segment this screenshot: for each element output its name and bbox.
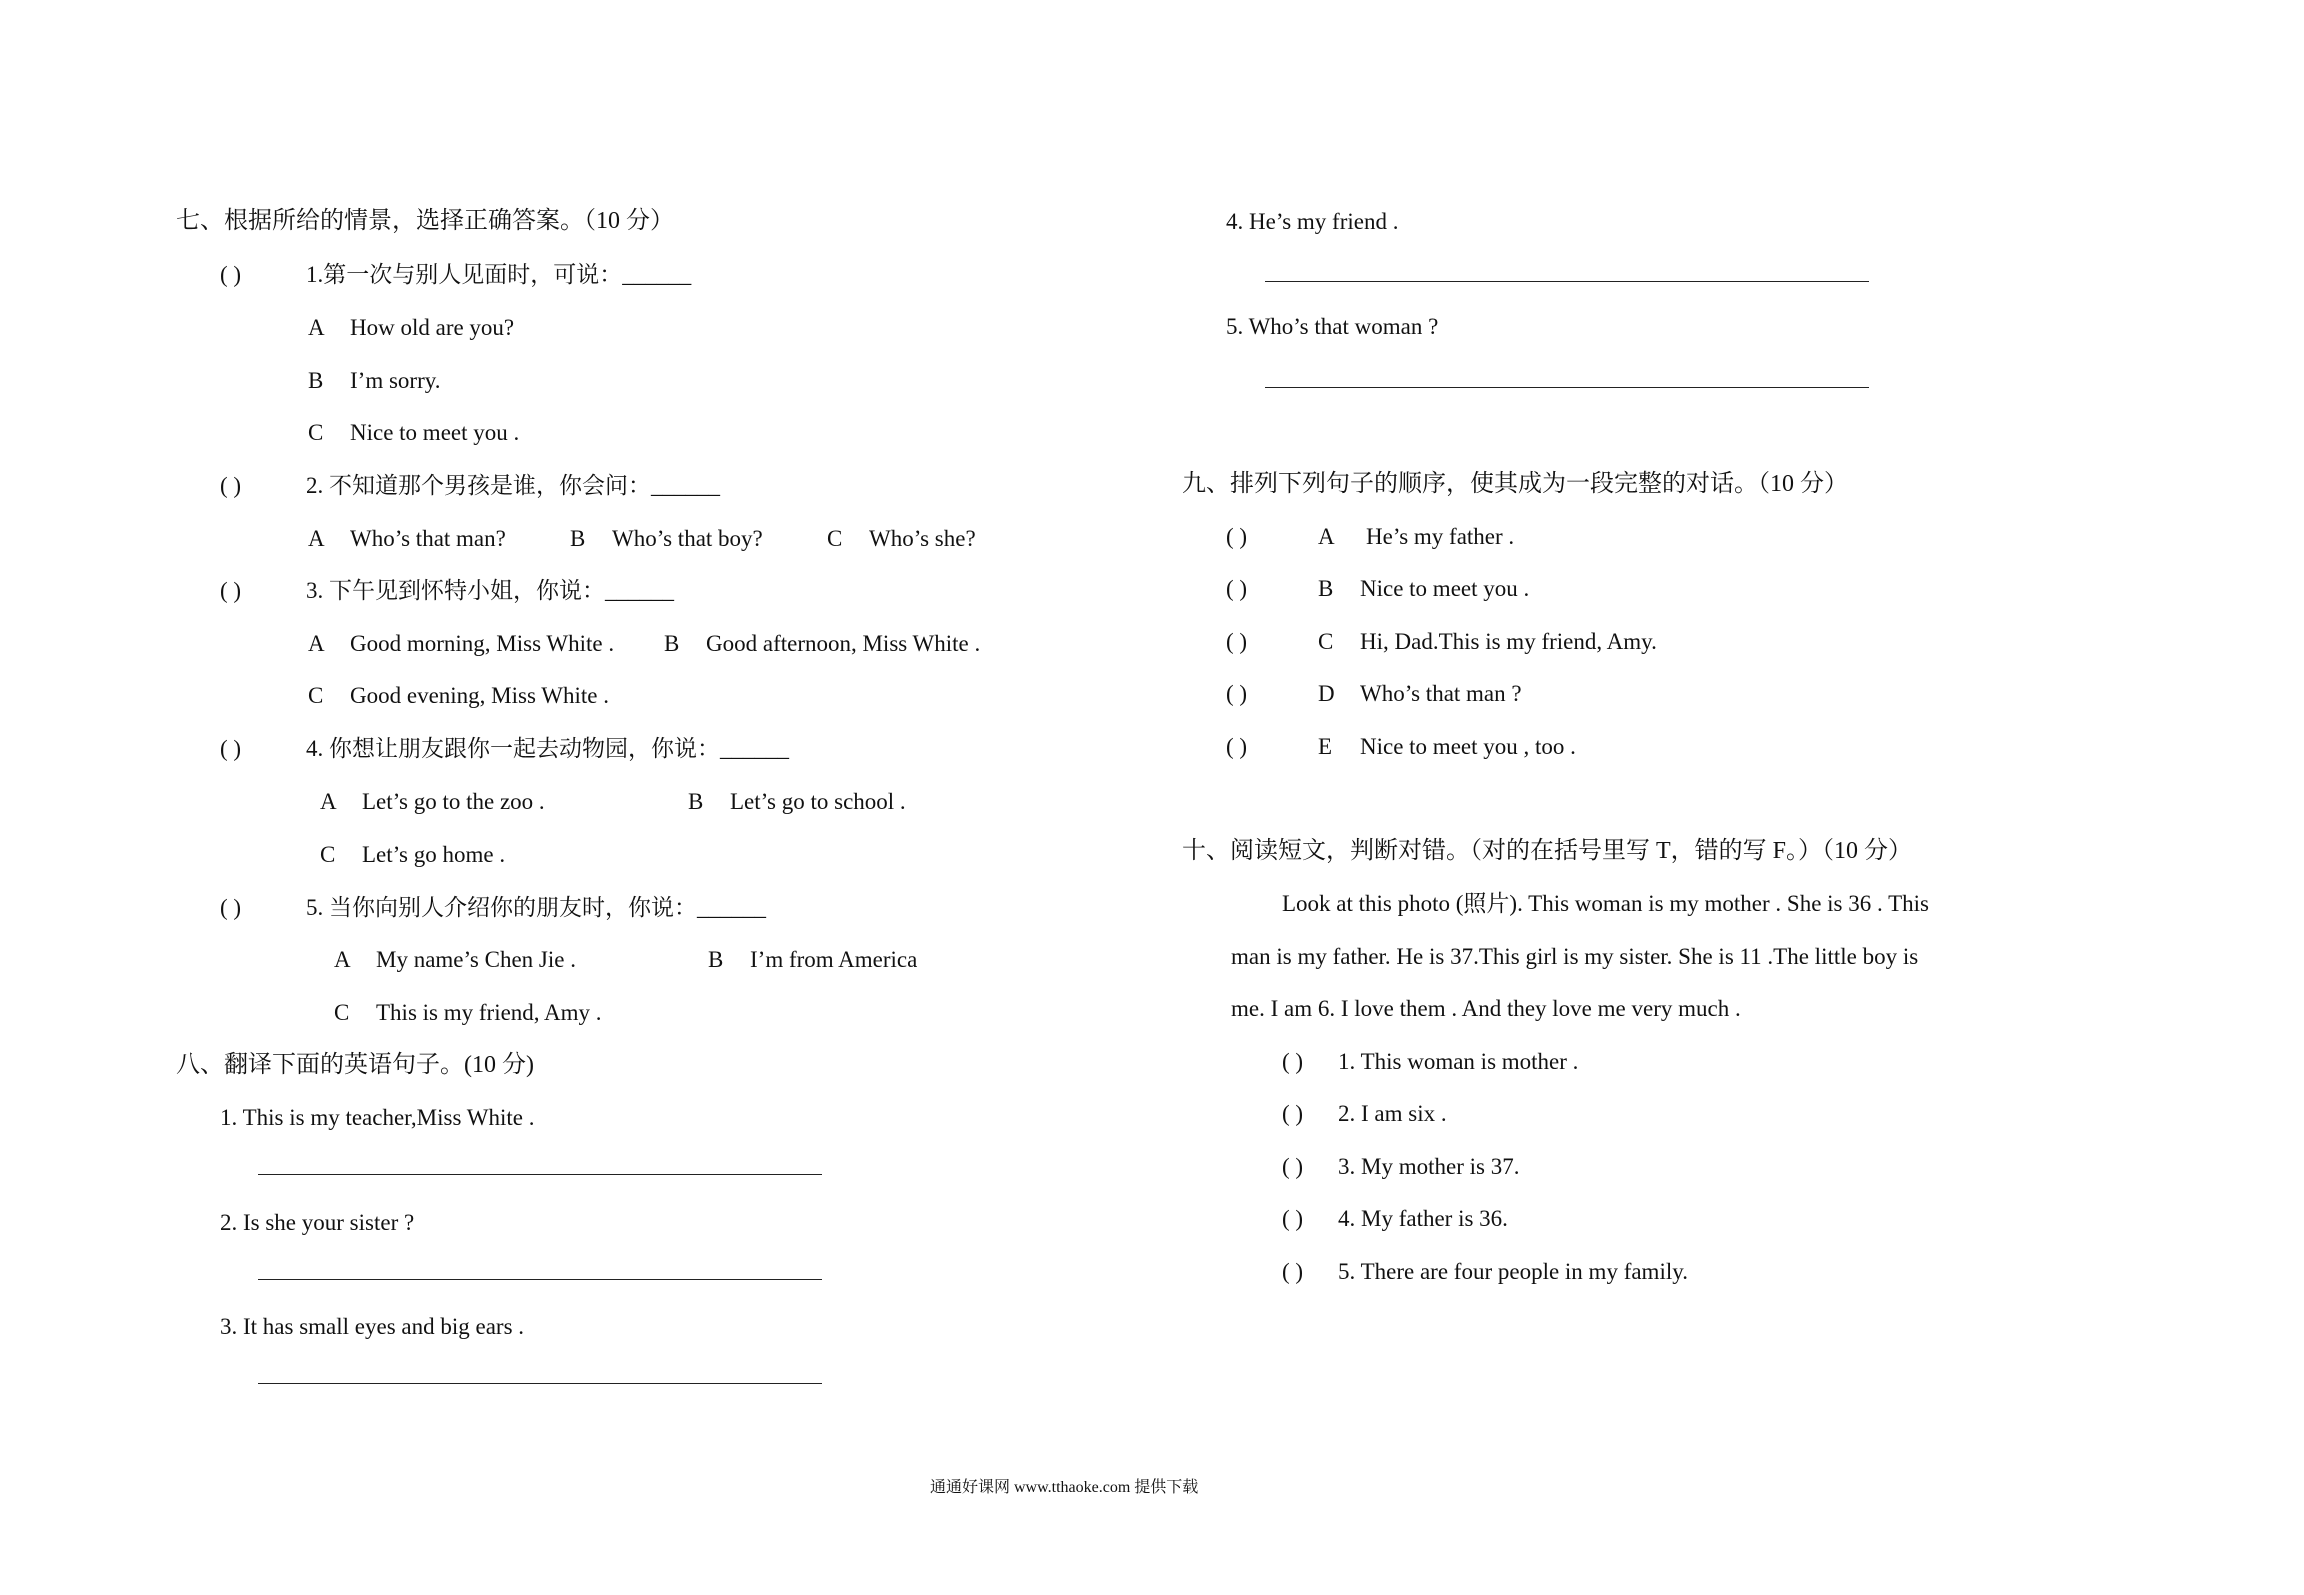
option-letter: C [308, 683, 324, 708]
q1-option-b [308, 366, 440, 396]
q4-option-c [320, 840, 505, 870]
answer-bracket[interactable]: ( ) [1226, 524, 1248, 549]
section-8-heading: 八、翻译下面的英语句子。(10 分) [176, 1052, 534, 1078]
q5-option-a [334, 945, 576, 975]
question-3 [220, 576, 674, 606]
answer-bracket[interactable]: ( ) [1282, 1206, 1304, 1231]
option-text: Hi, Dad.This is my friend, Amy. [1360, 629, 1657, 654]
option-letter: A [308, 631, 325, 656]
option-letter: B [308, 368, 324, 393]
option-letter: A [334, 947, 351, 972]
order-item-c [1226, 627, 1657, 657]
answer-line-2[interactable] [258, 1279, 822, 1280]
translate-item-3: 3. It has small eyes and big ears . [220, 1314, 525, 1339]
item-text: 1. This woman is mother . [1338, 1049, 1579, 1074]
option-text: Who’s she? [869, 526, 976, 551]
option-text: I’m from America [750, 947, 918, 972]
judge-item-4 [1282, 1204, 1508, 1234]
question-5 [220, 893, 766, 923]
order-item-d [1226, 679, 1522, 709]
q4-option-a [320, 787, 545, 817]
answer-bracket[interactable]: ( ) [1282, 1101, 1304, 1126]
item-text: 2. I am six . [1338, 1101, 1447, 1126]
option-letter: D [1318, 681, 1335, 706]
q2-option-b [570, 524, 763, 554]
translate-item-1: 1. This is my teacher,Miss White . [220, 1105, 535, 1130]
option-text: Nice to meet you . [350, 420, 520, 445]
judge-item-2 [1282, 1099, 1447, 1129]
option-letter: B [570, 526, 586, 551]
question-text: 1.第一次与别人见面时，可说：______ [306, 262, 692, 287]
option-letter: A [308, 526, 325, 551]
option-text: Who’s that boy? [612, 526, 763, 551]
q3-option-a [308, 629, 614, 659]
question-text: 4. 你想让朋友跟你一起去动物园，你说：______ [306, 736, 789, 761]
question-1 [220, 260, 691, 290]
answer-line-4[interactable] [1265, 281, 1869, 282]
q2-option-a [308, 524, 506, 554]
q2-option-c [827, 524, 976, 554]
item-text: 3. My mother is 37. [1338, 1154, 1520, 1179]
section-7-heading: 七、根据所给的情景，选择正确答案。（10 分） [176, 208, 674, 234]
passage-line-3: me. I am 6. I love them . And they love me very much . [1231, 996, 1741, 1021]
question-text: 3. 下午见到怀特小姐，你说：______ [306, 578, 674, 603]
option-text: Good morning, Miss White . [350, 631, 615, 656]
answer-bracket[interactable]: ( ) [220, 473, 242, 498]
translate-item-4: 4. He’s my friend . [1226, 209, 1399, 234]
question-4 [220, 734, 789, 764]
option-letter: A [308, 315, 325, 340]
answer-line-1[interactable] [258, 1174, 822, 1175]
q1-option-a [308, 313, 514, 343]
q3-option-b [664, 629, 980, 659]
option-text: How old are you? [350, 315, 515, 340]
q4-option-b [688, 787, 906, 817]
item-text: 4. My father is 36. [1338, 1206, 1508, 1231]
option-text: Let’s go to the zoo . [362, 789, 545, 814]
option-text: I’m sorry. [350, 368, 441, 393]
q5-option-b [708, 945, 917, 975]
item-text: 5. There are four people in my family. [1338, 1259, 1688, 1284]
judge-item-1 [1282, 1047, 1578, 1077]
option-letter: C [308, 420, 324, 445]
answer-bracket[interactable]: ( ) [1282, 1154, 1304, 1179]
section-10-heading: 十、阅读短文，判断对错。（对的在括号里写 T，错的写 F。）（10 分） [1182, 838, 1913, 864]
answer-bracket[interactable]: ( ) [220, 578, 242, 603]
q3-option-c [308, 681, 609, 711]
option-text: Who’s that man ? [1360, 681, 1522, 706]
option-text: Good afternoon, Miss White . [706, 631, 981, 656]
option-letter: C [1318, 629, 1334, 654]
translate-item-2: 2. Is she your sister ? [220, 1210, 415, 1235]
q1-option-c [308, 418, 519, 448]
answer-bracket[interactable]: ( ) [220, 895, 242, 920]
option-text: This is my friend, Amy . [376, 1000, 602, 1025]
option-letter: B [688, 789, 704, 814]
answer-line-5[interactable] [1265, 387, 1869, 388]
option-text: Let’s go home . [362, 842, 506, 867]
option-letter: B [708, 947, 724, 972]
option-letter: B [664, 631, 680, 656]
answer-bracket[interactable]: ( ) [1282, 1259, 1304, 1284]
answer-bracket[interactable]: ( ) [220, 262, 242, 287]
answer-bracket[interactable]: ( ) [1282, 1049, 1304, 1074]
option-letter: A [320, 789, 337, 814]
option-letter: C [827, 526, 843, 551]
option-letter: B [1318, 576, 1334, 601]
option-text: Nice to meet you . [1360, 576, 1530, 601]
option-letter: C [334, 1000, 350, 1025]
question-text: 5. 当你向别人介绍你的朋友时，你说：______ [306, 895, 766, 920]
option-text: Who’s that man? [350, 526, 506, 551]
option-text: He’s my father . [1366, 524, 1515, 549]
section-9-heading: 九、排列下列句子的顺序，使其成为一段完整的对话。（10 分） [1182, 471, 1848, 497]
option-text: Nice to meet you , too . [1360, 734, 1576, 759]
option-text: My name’s Chen Jie . [376, 947, 576, 972]
passage-line-1: Look at this photo (照片). This woman is my mother . She is 36 . This [1282, 891, 1929, 916]
passage-line-2: man is my father. He is 37.This girl is my sister. She is 11 .The little boy is [1231, 944, 1919, 969]
order-item-b [1226, 574, 1529, 604]
answer-line-3[interactable] [258, 1383, 822, 1384]
answer-bracket[interactable]: ( ) [1226, 681, 1248, 706]
answer-bracket[interactable]: ( ) [1226, 629, 1248, 654]
judge-item-3 [1282, 1152, 1519, 1182]
judge-item-5 [1282, 1257, 1688, 1287]
translate-item-5: 5. Who’s that woman ? [1226, 314, 1439, 339]
option-text: Good evening, Miss White . [350, 683, 609, 708]
option-letter: C [320, 842, 336, 867]
q5-option-c [334, 998, 602, 1028]
order-item-e [1226, 732, 1576, 762]
option-letter: E [1318, 734, 1333, 759]
answer-bracket[interactable]: ( ) [220, 736, 242, 761]
answer-bracket[interactable]: ( ) [1226, 734, 1248, 759]
option-text: Let’s go to school . [730, 789, 906, 814]
question-2 [220, 471, 720, 501]
question-text: 2. 不知道那个男孩是谁，你会问：______ [306, 473, 720, 498]
answer-bracket[interactable]: ( ) [1226, 576, 1248, 601]
option-letter: A [1318, 524, 1335, 549]
order-item-a [1226, 522, 1514, 552]
page-footer: 通通好课网 www.tthaoke.com 提供下载 [930, 1479, 1199, 1496]
